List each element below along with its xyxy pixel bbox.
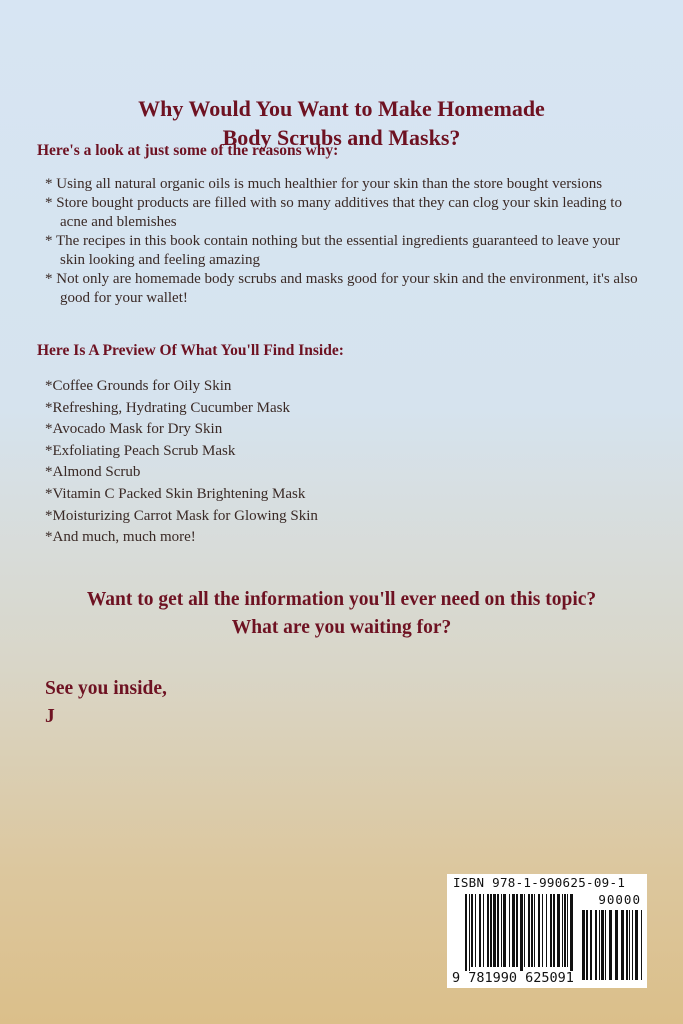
barcode-bar [599,910,600,980]
barcode-bar [528,894,530,967]
barcode-bar [531,894,533,967]
price-code: 90000 [598,892,641,907]
list-item: *Avocado Mask for Dry Skin [45,421,223,438]
list-item: *Almond Scrub [45,464,141,481]
signoff [45,675,167,731]
barcode-bar [632,910,633,980]
barcode-bar [493,894,496,967]
preview-heading: Here Is A Preview Of What You'll Find Inside: [37,342,344,359]
barcode-bar [595,910,597,980]
barcode-bar [601,910,604,980]
barcode-bar [553,894,555,967]
barcode-bar [629,910,630,980]
barcode-bar [487,894,489,967]
barcode-bar [641,910,642,980]
barcode-digits: 9 781990 625091 [452,970,574,986]
barcode-bar [635,910,638,980]
barcode-bar [469,894,470,980]
barcode-bar [497,894,499,967]
barcode-bar [503,894,506,967]
reasons-list [45,175,645,308]
list-item: *Coffee Grounds for Oily Skin [45,378,232,394]
barcode-bar [483,894,484,967]
barcode-bar [621,910,624,980]
list-item: *Exfoliating Peach Scrub Mask [45,442,236,459]
list-item: * Not only are homemade body scrubs and masks good for your skin and the environment, it's also good for your wallet! [45,271,638,306]
barcode-bar [516,894,518,967]
barcode-bar [570,894,573,980]
reasons-heading: Here's a look at just some of the reasons why: [37,142,339,159]
list-item: * The recipes in this book contain nothing but the essential ingredients guaranteed to leave your skin looking and feeling amazing [45,233,620,268]
barcode-bar [582,910,585,980]
list-item: *Moisturizing Carrot Mask for Glowing Skin [45,507,318,524]
isbn-text: ISBN 978-1-990625-09-1 [453,875,626,890]
signoff-line: See you inside, [45,678,167,699]
barcode-bar [520,894,523,980]
preview-list [45,376,645,549]
barcode-bar [562,894,563,967]
list-item: *Refreshing, Hydrating Cucumber Mask [45,399,290,416]
barcode-bar [550,894,552,967]
barcode-bar [557,894,560,967]
signoff-signature: J [45,706,55,727]
closing-line: Want to get all the information you'll ever need on this topic? [86,589,597,610]
barcode-bar [609,910,612,980]
isbn-barcode [447,874,647,988]
barcode-bar [524,894,525,967]
barcode-bar [615,910,618,980]
barcode-bar [475,894,476,967]
barcode-bar [567,894,568,967]
title-line: Body Scrubs and Masks? [222,125,461,150]
list-item: *Vitamin C Packed Skin Brightening Mask [45,485,306,502]
barcode-bar [534,894,535,967]
barcode-bar [626,910,628,980]
barcode-bar [471,894,473,967]
barcode-bar [465,894,467,980]
list-item: * Using all natural organic oils is much healthier for your skin than the store bought versions [45,176,603,192]
barcode-bar [605,910,606,980]
barcode-bar [590,910,592,980]
barcode-bar [512,894,515,967]
title-line: Why Would You Want to Make Homemade [138,96,545,121]
barcode-bar [479,894,481,967]
barcode-bar [564,894,566,967]
barcode-bar [538,894,540,967]
barcode-bar [542,894,543,967]
barcode-bar [586,910,588,980]
closing-line: What are you waiting for? [231,617,452,638]
list-item: * Store bought products are filled with so many additives that they can clog your skin leading to acne and blemishes [45,195,622,230]
barcode-bar [509,894,510,967]
barcode-bar [490,894,492,967]
closing-text [0,586,683,642]
barcode-bar [501,894,502,967]
barcode-bar [546,894,547,967]
list-item: *And much, much more! [45,529,196,546]
